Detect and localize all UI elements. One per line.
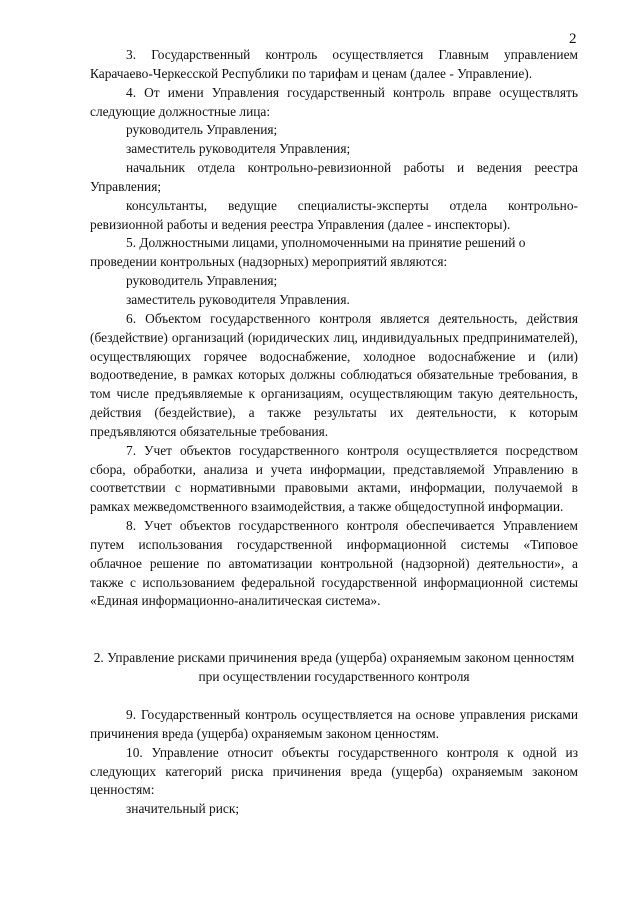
paragraph-10: 10. Управление относит объекты государственного контроля к одной из следующих категорий риска причинения вреда (ущерба) охраняемым законом ценностям: (90, 744, 578, 798)
section-title: 2. Управление рисками причинения вреда (ущерба) охраняемым законом ценностям при осуществлении государственного контроля (93, 650, 575, 685)
page-number: 2 (569, 31, 577, 47)
paragraph-3: 3. Государственный контроль осуществляется Главным управлением Карачаево-Черкесской Республики по тарифам и ценам (далее - Управление). (90, 47, 578, 81)
document-body (90, 46, 578, 819)
list-item: начальник отдела контрольно-ревизионной работы и ведения реестра Управления; (90, 160, 578, 194)
paragraph-7: 7. Учет объектов государственного контроля осуществляется посредством сбора, обработки, анализа и учета информации, представляемой Управлению в соответствии с нормативными правовыми актами, информации, получаемой в рамках межведомственного взаимодействия, а также общедоступной информации. (90, 442, 578, 515)
paragraph-6: 6. Объектом государственного контроля является деятельность, действия (бездействие) организаций (юридических лиц, индивидуальных предпринимателей), осуществляющих горячее водоснабжение, холодное водоснабжение и (или) водоотведение, в рамках которых должны соблюдаться обязательные требования, в том числе предъявляемые к организациям, осуществляющим такую деятельность, действия (бездействие), а также результаты их деятельности, к которым предъявляются обязательные требования. (90, 310, 578, 439)
list-item: заместитель руководителя Управления; (126, 141, 351, 157)
list-item: консультанты, ведущие специалисты-эксперты отдела контрольно-ревизионной работы и ведения реестра Управления (далее - инспекторы). (90, 197, 578, 232)
paragraph-9: 9. Государственный контроль осуществляется на основе управления рисками причинения вреда (ущерба) охраняемым законом ценностям. (90, 707, 578, 741)
list-item: заместитель руководителя Управления. (126, 291, 350, 307)
list-item: значительный риск; (126, 801, 240, 817)
list-item: руководитель Управления; (126, 122, 278, 138)
paragraph-4: 4. От имени Управления государственный контроль вправе осуществлять следующие должностные лица: (90, 84, 578, 119)
list-item: руководитель Управления; (126, 273, 278, 289)
paragraph-5: 5. Должностными лицами, уполномоченными на принятие решений о проведении контрольных (надзорных) мероприятий являются: (90, 235, 526, 270)
paragraph-8: 8. Учет объектов государственного контроля обеспечивается Управлением путем использования государственной информационной системы «Типовое облачное решение по автоматизации контрольной (надзорной) деятельности», а также с использованием федеральной государственной информационной системы «Единая информационно-аналитическая система». (90, 518, 578, 609)
